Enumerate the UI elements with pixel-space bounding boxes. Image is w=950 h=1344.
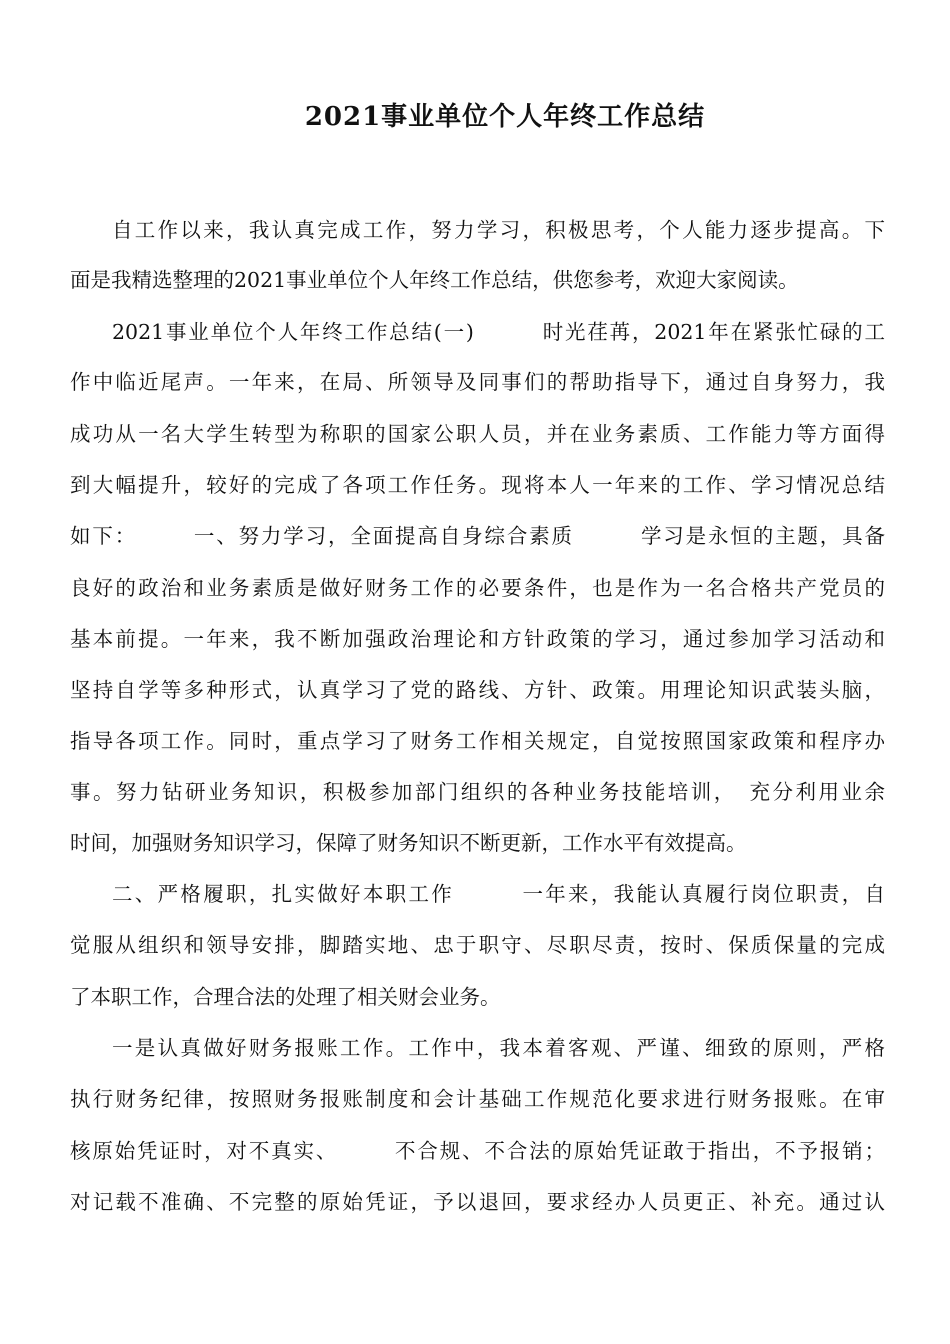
paragraph-line: 对记载不准确、不完整的原始凭证，予以退回，要求经办人员更正、补充。通过认 [70,1190,885,1214]
paragraph-line: 觉服从组织和领导安排，脚踏实地、忠于职守、尽职尽责，按时、保质保量的完成 [70,933,885,957]
paragraph-line: 基本前提。一年来，我不断加强政治理论和方针政策的学习，通过参加学习活动和 [70,627,885,651]
paragraph-line: 2021事业单位个人年终工作总结(一) 时光荏苒，2021年在紧张忙碌的工 [112,320,885,344]
paragraph-line: 指导各项工作。同时，重点学习了财务工作相关规定，自觉按照国家政策和程序办 [70,729,885,753]
paragraph-line: 了本职工作，合理合法的处理了相关财会业务。 [70,985,501,1009]
paragraph-line: 自工作以来，我认真完成工作，努力学习，积极思考，个人能力逐步提高。下 [112,218,885,242]
paragraph-line: 作中临近尾声。一年来，在局、所领导及同事们的帮助指导下，通过自身努力，我 [70,370,885,394]
paragraph-line: 良好的政治和业务素质是做好财务工作的必要条件，也是作为一名合格共产党员的 [70,576,885,600]
paragraph-line: 二、严格履职，扎实做好本职工作 一年来，我能认真履行岗位职责，自 [112,882,885,906]
paragraph-line: 执行财务纪律，按照财务报账制度和会计基础工作规范化要求进行财务报账。在审 [70,1087,885,1111]
paragraph-line: 坚持自学等多种形式，认真学习了党的路线、方针、政策。用理论知识武装头脑， [70,678,885,702]
paragraph-line: 如下： 一、努力学习，全面提高自身综合素质 学习是永恒的主题，具备 [70,524,885,548]
paragraph-line: 成功从一名大学生转型为称职的国家公职人员，并在业务素质、工作能力等方面得 [70,422,885,446]
paragraph-line: 一是认真做好财务报账工作。工作中，我本着客观、严谨、细致的原则，严格 [112,1036,885,1060]
paragraph-line: 核原始凭证时，对不真实、 不合规、不合法的原始凭证敢于指出，不予报销； [70,1139,885,1163]
paragraph-line: 到大幅提升，较好的完成了各项工作任务。现将本人一年来的工作、学习情况总结 [70,473,885,497]
paragraph-line: 面是我精选整理的2021事业单位个人年终工作总结，供您参考，欢迎大家阅读。 [70,268,799,292]
paragraph-line: 事。努力钻研业务知识，积极参加部门组织的各种业务技能培训， 充分利用业余 [70,780,885,804]
document-title: 2021事业单位个人年终工作总结 [304,102,706,132]
paragraph-line: 时间，加强财务知识学习，保障了财务知识不断更新，工作水平有效提高。 [70,831,747,855]
